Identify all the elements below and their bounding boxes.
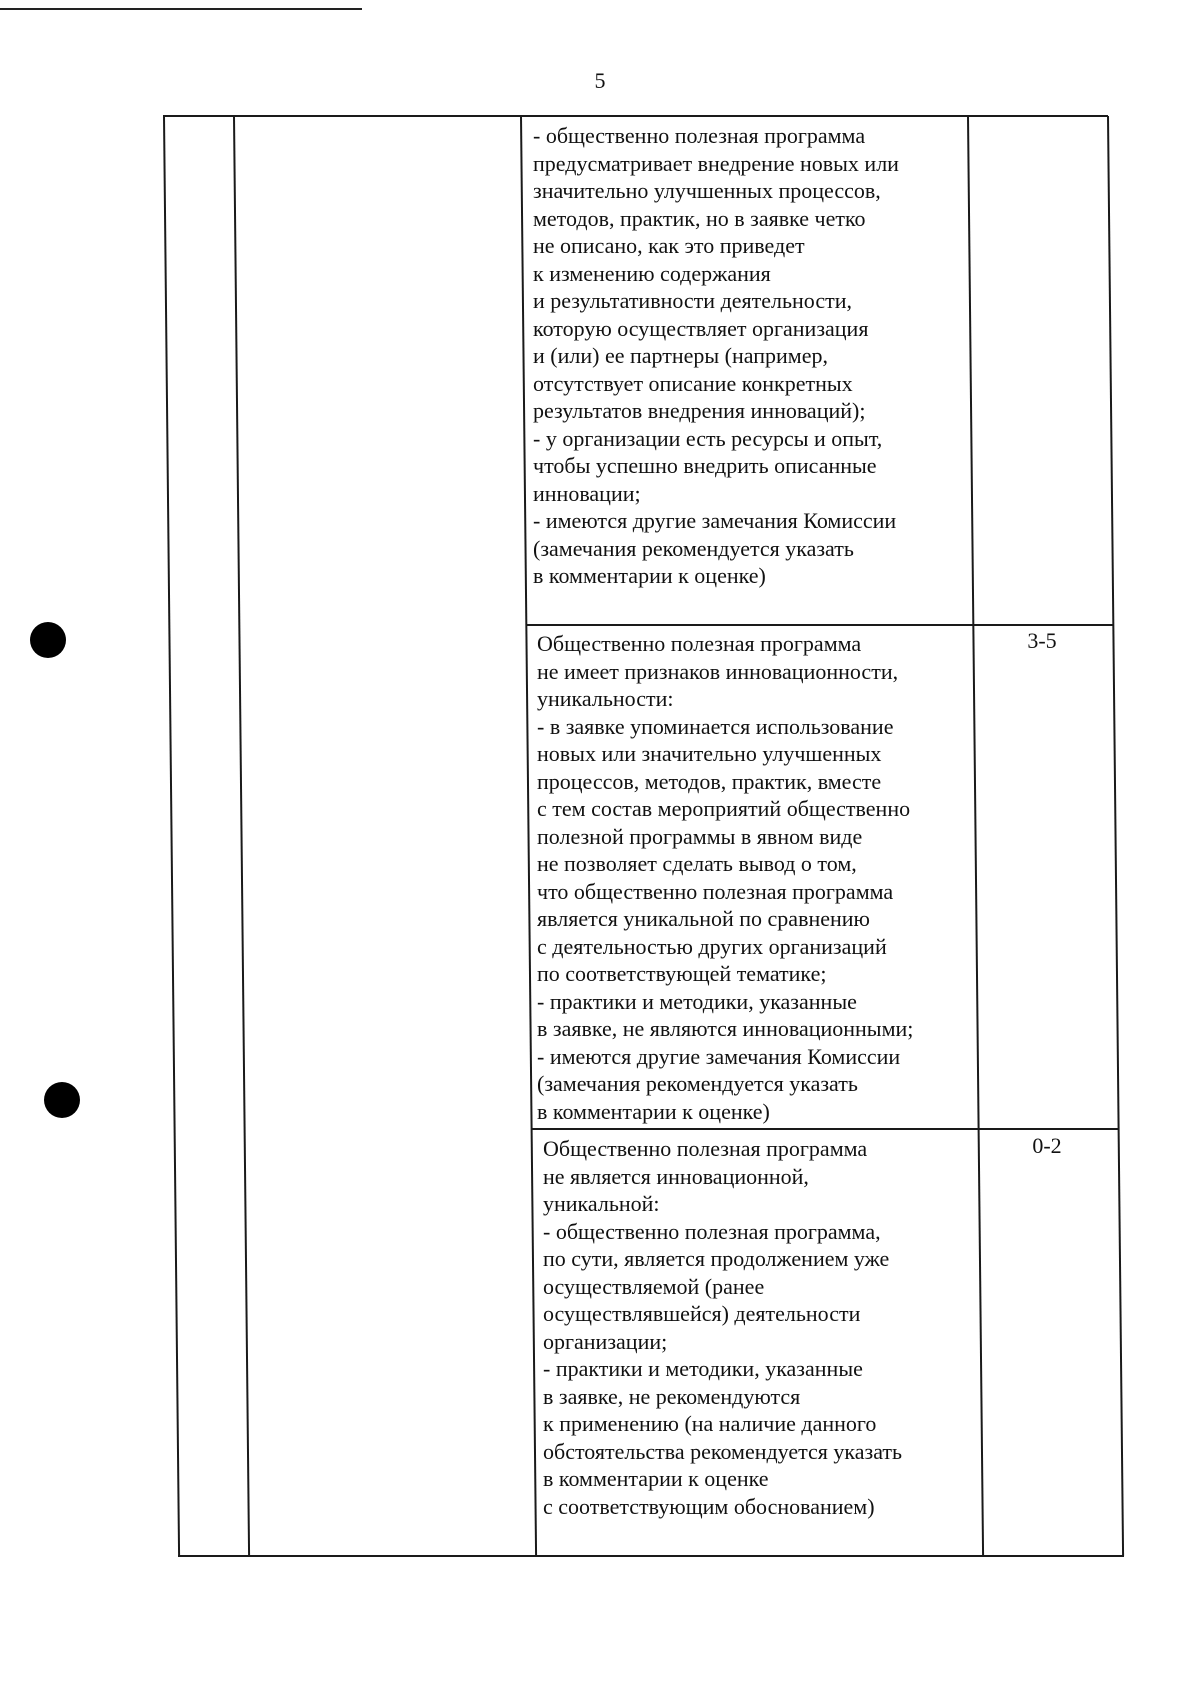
table-border-left bbox=[163, 116, 180, 1556]
row-divider bbox=[531, 1128, 1118, 1130]
page-number: 5 bbox=[594, 68, 606, 93]
punch-hole bbox=[44, 1082, 80, 1118]
column-divider bbox=[233, 116, 250, 1556]
scan-edge-line bbox=[0, 8, 362, 10]
criteria-description: Общественно полезная программа не имеет признаков инновационности, уникальности: - в заявке упоминается использование новых или значительно улучшенных процессов, методов, практик, вместе с тем состав мероприятий общественно полезной программы в явном виде не позволяет сделать вывод о том, что общественно полезная программа является уникальной по сравнению с деятельностью других организаций по соответствующей тематике; - практики и методики, указанные в заявке, не являются инновационными; - имеются другие замечания Комиссии (замечания рекомендуется указать в комментарии к оценке) bbox=[537, 631, 914, 1124]
row-divider bbox=[526, 624, 1113, 626]
punch-hole bbox=[30, 622, 66, 658]
column-divider bbox=[967, 116, 984, 1556]
criteria-description: - общественно полезная программа предусматривает внедрение новых или значительно улучшенных процессов, методов, практик, но в заявке четко не описано, как это приведет к изменению содержания и результативности деятельности, которую осуществляет организация и (или) ее партнеры (например, отсутствует описание конкретных результатов внедрения инноваций); - у организации есть ресурсы и опыт, чтобы успешно внедрить описанные инновации; - имеются другие замечания Комиссии (замечания рекомендуется указать в комментарии к оценке) bbox=[533, 123, 899, 588]
criteria-score: 0-2 bbox=[1032, 1133, 1062, 1158]
criteria-description: Общественно полезная программа не является инновационной, уникальной: - общественно полезная программа, по сути, является продолжением уже осуществляемой (ранее осуществлявшейся) деятельности организации; - практики и методики, указанные в заявке, не рекомендуются к применению (на наличие данного обстоятельства рекомендуется указать в комментарии к оценке с соответствующим обоснованием) bbox=[543, 1136, 903, 1519]
table-border-right bbox=[1107, 116, 1124, 1556]
criteria-score: 3-5 bbox=[1027, 628, 1057, 653]
